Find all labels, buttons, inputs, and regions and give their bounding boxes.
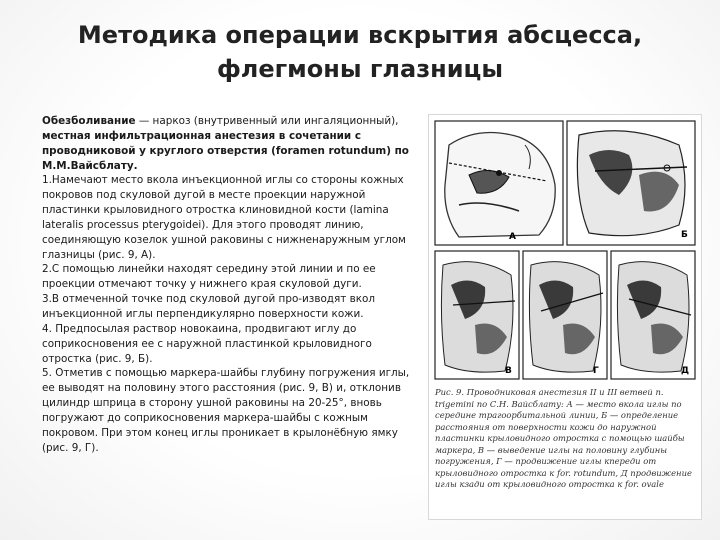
procedure-text — [42, 114, 412, 455]
label-b: Б — [681, 230, 688, 240]
figure-illustrations — [429, 115, 701, 385]
label-d: Д — [681, 366, 690, 376]
label-v: В — [505, 366, 512, 376]
step-2: 2.С помощью линейки находят середину этой линии и по ее проекции отмечают точку у нижнего края скуловой дуги. — [42, 263, 376, 291]
step-3: 3.В отмеченной точке под скуловой дугой про-изводят вкол инъекционной иглы перпендикулярно поверхности кожи. — [42, 293, 375, 320]
step-1: 1.Намечают место вкола инъекционной иглы со стороны кожных покровов под скуловой дугой в месте проекции наружной пластинки крыловидного отростка клиновидной кости (lamina lateralis processus pterygoidei). Для этого проводят линию, соединяющую козелок ушной раковины с нижненаружным углом глазницы (рис. 9, А). — [42, 174, 406, 261]
anesthesia-bold: местная инфильтрационная анестезия в сочетании с проводниковой у круглого отверстия (foramen rotundum) по М.М.Вайсблату. — [42, 129, 409, 172]
title-line-2: флегмоны глазницы — [216, 55, 504, 83]
figure-caption: Рис. 9. Проводниковая анестезия II и III ветвей n. trigemini по С.Н. Вайсблату: А — место вкола иглы по середине трагоорбитальной линии, Б — определение расстояния от поверхности кожи до наружной пластинки крыловидного отростка с помощью шайбы маркера, В — выведение иглы на половину глубины погружения, Г — продвижение иглы кпереди от крыловидного отростка к for. rotundum, Д продвижение иглы кзади от крыловидного отростка к for. ovale — [435, 387, 692, 489]
panel-b — [567, 121, 695, 245]
panel-a — [435, 121, 563, 245]
anesthesia-paragraph — [42, 114, 412, 173]
step-5: 5. Отметив с помощью маркера-шайбы глубину погружения иглы, ее выводят на половину этого расстояния (рис. 9, В) и, отклонив цилиндр шприца в сторону ушной раковины на 20-25°, вновь погружают до соприкосновения маркера-шайбы с кожным покровом. При этом конец иглы проникает в крылонёбную ямку (рис. 9, Г). — [42, 367, 410, 454]
panel-d — [611, 251, 695, 379]
panel-v — [435, 251, 519, 379]
label-g: Г — [593, 366, 599, 376]
panel-g — [523, 251, 607, 379]
slide-title — [40, 18, 680, 86]
anesthesia-lead: Обезболивание — [42, 115, 136, 127]
label-a: А — [509, 232, 516, 242]
step-4: 4. Предпосылая раствор новокаина, продвигают иглу до соприкосновения ее с наружной пластинкой крыловидного отростка (рис. 9, Б). — [42, 322, 372, 365]
title-line-1: Методика операции вскрытия абсцесса, — [77, 21, 643, 49]
anesthesia-rest: — наркоз (внутривенный или ингаляционный), — [135, 115, 399, 127]
anatomy-figure — [428, 114, 702, 520]
